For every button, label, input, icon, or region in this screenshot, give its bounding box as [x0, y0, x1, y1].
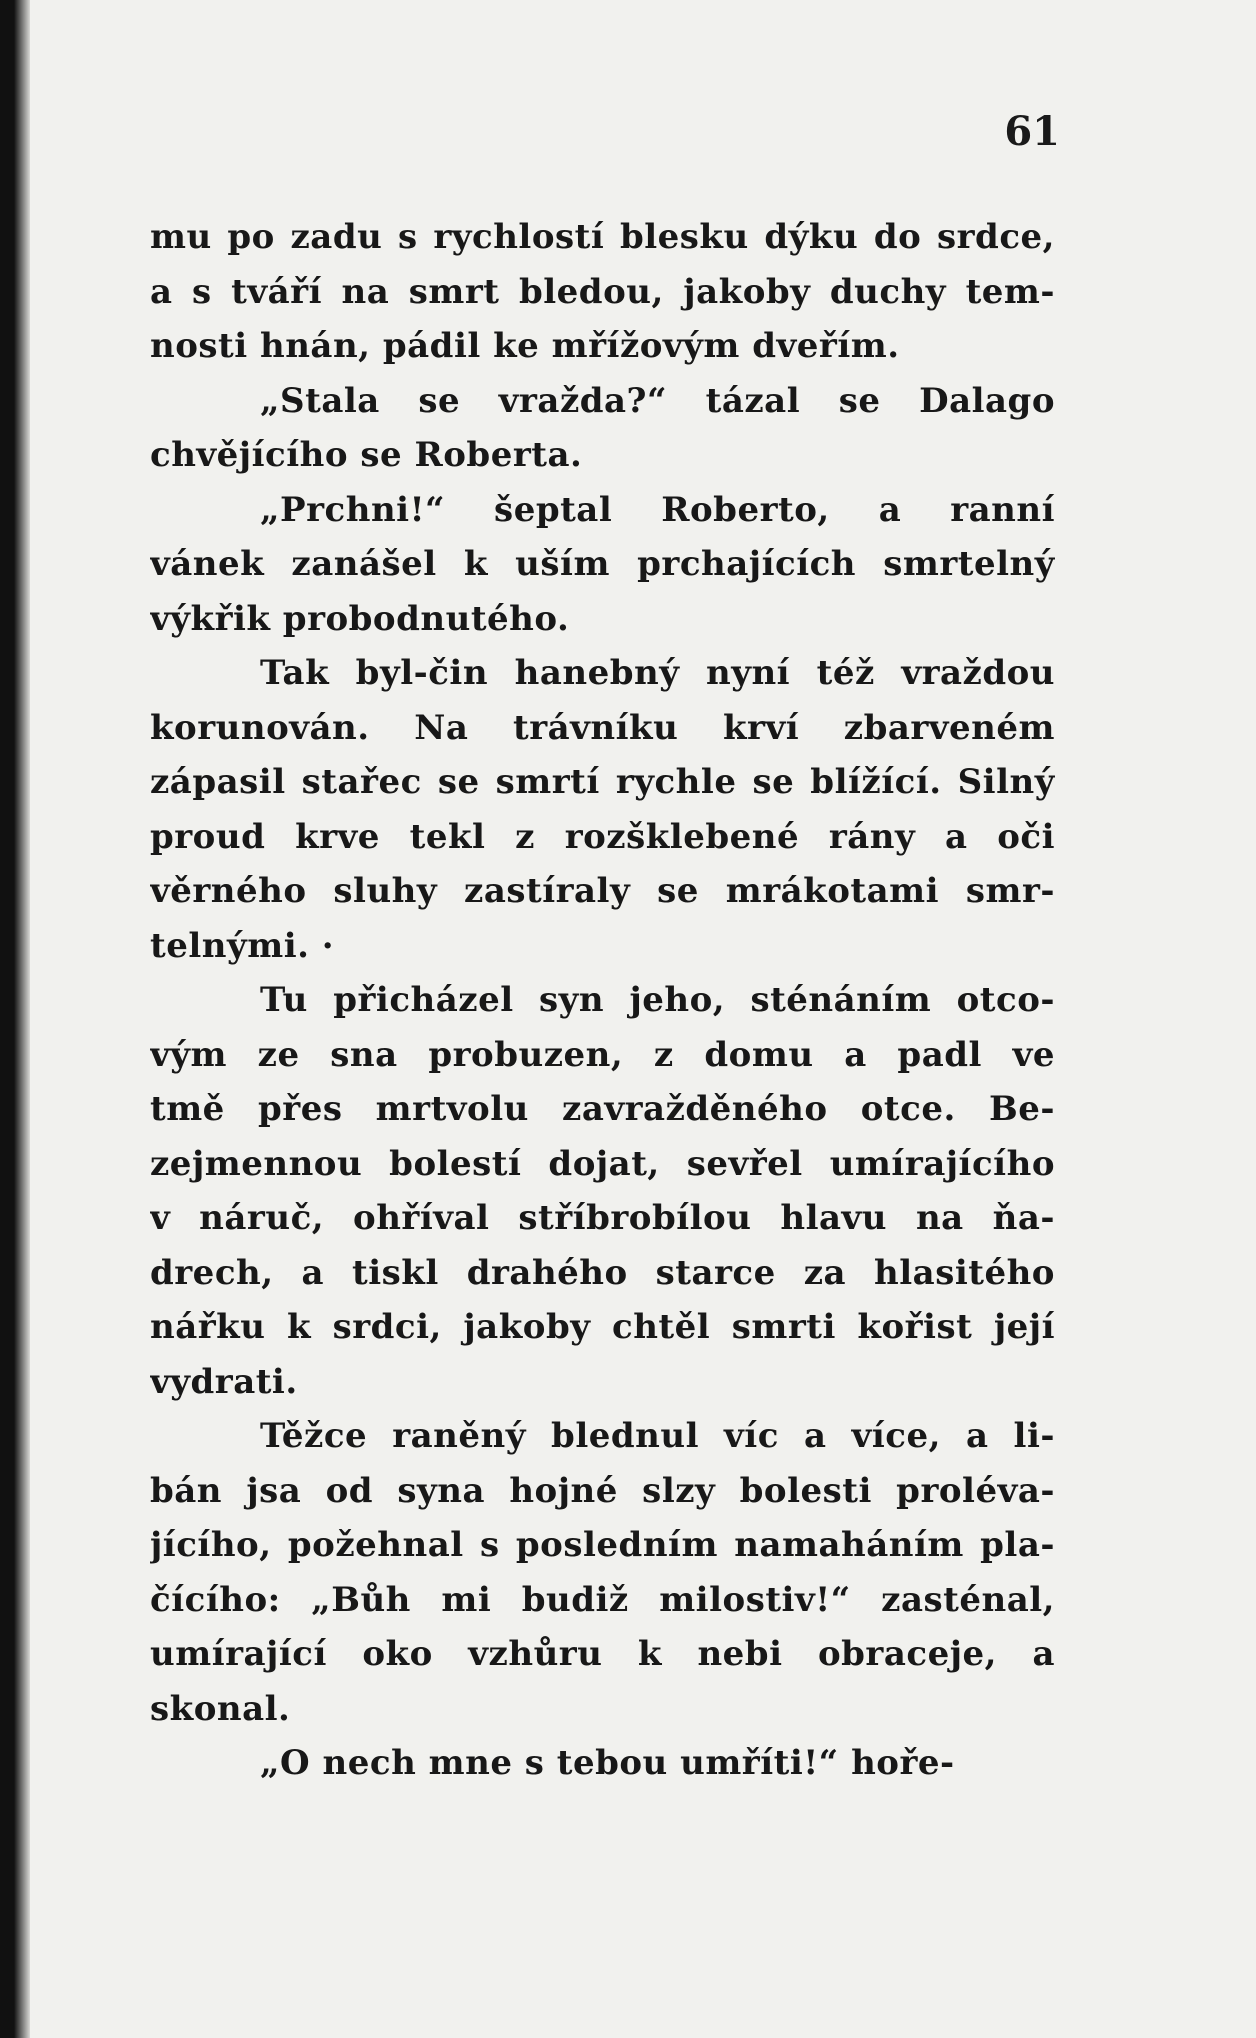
text-line: umírající oko vzhůru k nebi obraceje, a: [150, 1634, 1055, 1674]
text-line: tmě přes mrtvolu zavražděného otce. Be-: [150, 1089, 1055, 1129]
text-line: skonal.: [150, 1688, 291, 1729]
text-line: chvějícího se Roberta.: [150, 435, 583, 475]
page-number: 61: [1004, 108, 1060, 155]
text-line: Těžce raněný blednul víc a více, a li-: [260, 1416, 1055, 1456]
text-line: Tak byl-čin hanebný nyní též vraždou: [260, 653, 1055, 693]
text-line: drech, a tiskl drahého starce za hlasitého: [150, 1252, 1055, 1293]
text-line: Tu přicházel syn jeho, sténáním otco-: [260, 980, 1055, 1020]
text-line: vým ze sna probuzen, z domu a padl ve: [150, 1034, 1055, 1075]
text-line: vánek zanášel k uším prchajících smrtelný: [150, 544, 1055, 584]
text-line: proud krve tekl z rozšklebené rány a oči: [150, 816, 1055, 857]
text-line: výkřik probodnutého.: [150, 598, 570, 639]
text-line: v náruč, ohříval stříbrobílou hlavu na ňa-: [150, 1198, 1055, 1238]
page-body-text: [150, 210, 1055, 1791]
text-line: nářku k srdci, jakoby chtěl smrti kořist její: [150, 1307, 1055, 1347]
text-line: „Stala se vražda?“ tázal se Dalago: [260, 380, 1055, 421]
text-line: korunován. Na trávníku krví zbarveném: [150, 707, 1055, 748]
text-line: jícího, požehnal s posledním namaháním pla-: [150, 1525, 1055, 1565]
text-line: vydrati.: [150, 1361, 298, 1402]
text-line: telnými. ·: [150, 925, 335, 966]
text-line: zejmennou bolestí dojat, sevřel umírajícího: [150, 1143, 1055, 1184]
text-line: bán jsa od syna hojné slzy bolesti proléva-: [150, 1470, 1055, 1511]
text-line: a s tváří na smrt bledou, jakoby duchy tem-: [150, 271, 1055, 312]
page-gutter-shadow: [0, 0, 30, 2038]
text-line: věrného sluhy zastíraly se mrákotami smr-: [150, 871, 1055, 911]
text-line: nosti hnán, pádil ke mřížovým dveřím.: [150, 326, 900, 366]
text-line: zápasil stařec se smrtí rychle se blížící. Silný: [150, 762, 1055, 802]
text-line: „O nech mne s tebou umříti!“ hoře-: [260, 1743, 955, 1783]
text-line: čícího: „Bůh mi budiž milostiv!“ zasténal,: [150, 1579, 1055, 1620]
text-line: „Prchni!“ šeptal Roberto, a ranní: [260, 489, 1055, 530]
text-line: mu po zadu s rychlostí blesku dýku do srdce,: [150, 217, 1055, 257]
book-page: [30, 0, 1256, 2038]
